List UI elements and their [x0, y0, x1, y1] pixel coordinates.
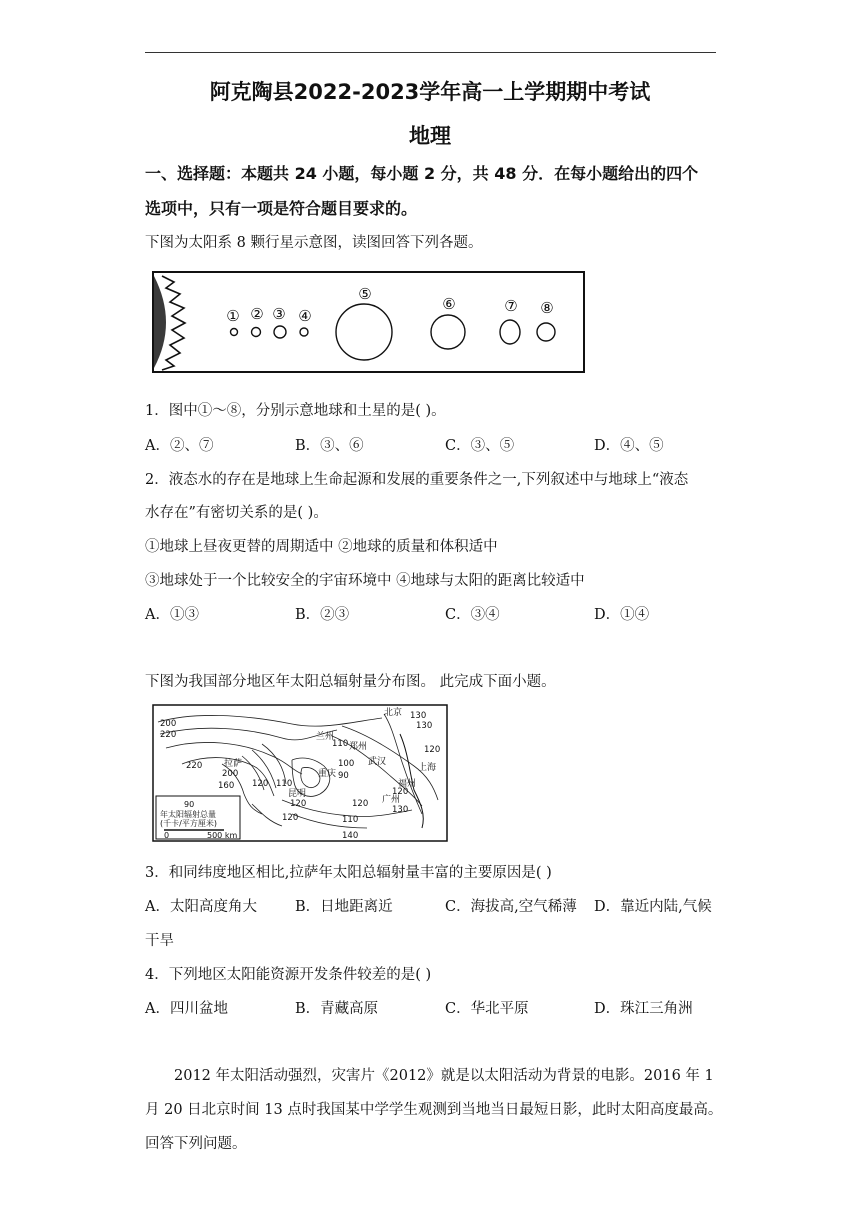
q1-option-a[interactable]: A．②、⑦	[145, 438, 214, 454]
section-heading-line2: 选项中，只有一项是符合题目要求的。	[145, 199, 418, 218]
city-label: 北京	[384, 708, 403, 718]
q3-option-a[interactable]: A．太阳高度角大	[145, 899, 257, 915]
planets-figure	[150, 268, 587, 374]
planet-label-1: ①	[226, 307, 240, 325]
group2-intro: 下图为我国部分地区年太阳总辐射量分布图。 此完成下面小题。	[145, 674, 556, 690]
city-label: 广州	[382, 795, 401, 805]
city-label: 武汉	[368, 757, 387, 767]
isoline-value: 220	[160, 730, 177, 740]
isoline-value: 220	[186, 761, 203, 771]
planet-label-2: ②	[250, 305, 264, 323]
q2-stem-line1: 2．液态水的存在是地球上生命起源和发展的重要条件之一,下列叙述中与地球上“液态	[145, 472, 689, 488]
q3-option-d-continued: 干旱	[145, 933, 174, 949]
isoline-value: 100	[338, 759, 355, 769]
q1-option-c[interactable]: C．③、⑤	[445, 438, 515, 454]
isoline-value: 120	[352, 799, 369, 809]
q2-stem-line2: 水存在”有密切关系的是( )。	[145, 505, 328, 521]
city-label: 郑州	[349, 742, 368, 752]
city-label: 兰州	[316, 732, 335, 742]
q1-option-d[interactable]: D．④、⑤	[594, 438, 664, 454]
section-heading-line1: 一、选择题：本题共 24 小题，每小题 2 分，共 48 分．在每小题给出的四个	[145, 164, 699, 183]
q1-option-b[interactable]: B．③、⑥	[295, 438, 364, 454]
city-label: 拉萨	[224, 759, 243, 769]
isoline-value: 200	[160, 719, 177, 729]
legend-scale-start: 0	[164, 831, 170, 840]
q2-items-line1: ①地球上昼夜更替的周期适中 ②地球的质量和体积适中	[145, 539, 498, 555]
planet-label-3: ③	[272, 305, 286, 323]
isoline-value: 120	[282, 813, 299, 823]
planet-label-6: ⑥	[442, 295, 456, 313]
isoline-value: 120	[252, 779, 269, 789]
solar-radiation-map	[152, 704, 448, 842]
isoline-value: 140	[342, 831, 359, 841]
city-label: 重庆	[318, 769, 337, 779]
isoline-value: 110	[276, 779, 293, 789]
group1-intro: 下图为太阳系 8 颗行星示意图，读图回答下列各题。	[145, 235, 483, 251]
q2-option-d[interactable]: D．①④	[594, 607, 650, 623]
legend-unit: (千卡/平方厘米)	[160, 819, 217, 828]
isoline-value: 160	[218, 781, 235, 791]
q4-option-c[interactable]: C．华北平原	[445, 1001, 529, 1017]
q2-items-line2: ③地球处于一个比较安全的宇宙环境中 ④地球与太阳的距离比较适中	[145, 573, 585, 589]
isoline-value: 110	[342, 815, 359, 825]
planet-label-7: ⑦	[504, 297, 518, 315]
q2-option-c[interactable]: C．③④	[445, 607, 500, 623]
isoline-value: 130	[392, 805, 409, 815]
isoline-value: 120	[290, 799, 307, 809]
city-label: 昆明	[288, 789, 307, 799]
legend-scale-end: 500 km	[207, 831, 238, 840]
isoline-value: 130	[416, 721, 433, 731]
isoline-value: 90	[338, 771, 349, 781]
subject-title: 地理	[409, 124, 451, 148]
group3-paragraph-line1: 2012 年太阳活动强烈，灾害片《2012》就是以太阳活动为背景的电影。2016 年 1	[174, 1068, 714, 1084]
q2-option-a[interactable]: A．①③	[145, 607, 199, 623]
planet-label-4: ④	[298, 307, 312, 325]
q2-option-b[interactable]: B．②③	[295, 607, 350, 623]
q4-option-d[interactable]: D．珠江三角洲	[594, 1001, 693, 1017]
isoline-value: 120	[392, 787, 409, 797]
isoline-value: 130	[410, 711, 427, 721]
legend-title: 年太阳辐射总量	[160, 810, 216, 819]
q4-option-b[interactable]: B．青藏高原	[295, 1001, 379, 1017]
exam-title: 阿克陶县2022-2023学年高一上学期期中考试	[209, 80, 651, 104]
planet-label-8: ⑧	[540, 299, 554, 317]
q3-option-b[interactable]: B．日地距离近	[295, 899, 393, 915]
isoline-value: 200	[222, 769, 239, 779]
top-rule	[145, 52, 716, 53]
legend-sample-value: 90	[184, 800, 195, 809]
q4-option-a[interactable]: A．四川盆地	[145, 1001, 228, 1017]
q3-option-c[interactable]: C．海拔高,空气稀薄	[445, 899, 577, 915]
isoline-value: 120	[424, 745, 441, 755]
q3-option-d[interactable]: D．靠近内陆,气候	[594, 899, 712, 915]
city-label: 上海	[418, 763, 437, 773]
q4-stem: 4．下列地区太阳能资源开发条件较差的是( )	[145, 967, 432, 983]
isoline-value: 110	[332, 739, 349, 749]
q1-stem: 1．图中①～⑧，分别示意地球和土星的是( )。	[145, 403, 446, 419]
city-label: 福州	[398, 779, 417, 789]
planet-label-5: ⑤	[358, 285, 372, 303]
q3-stem: 3．和同纬度地区相比,拉萨年太阳总辐射量丰富的主要原因是( )	[145, 865, 552, 881]
group3-paragraph-line3: 回答下列问题。	[145, 1136, 247, 1152]
group3-paragraph-line2: 月 20 日北京时间 13 点时我国某中学学生观测到当地当日最短日影，此时太阳高度最高。	[145, 1102, 723, 1118]
